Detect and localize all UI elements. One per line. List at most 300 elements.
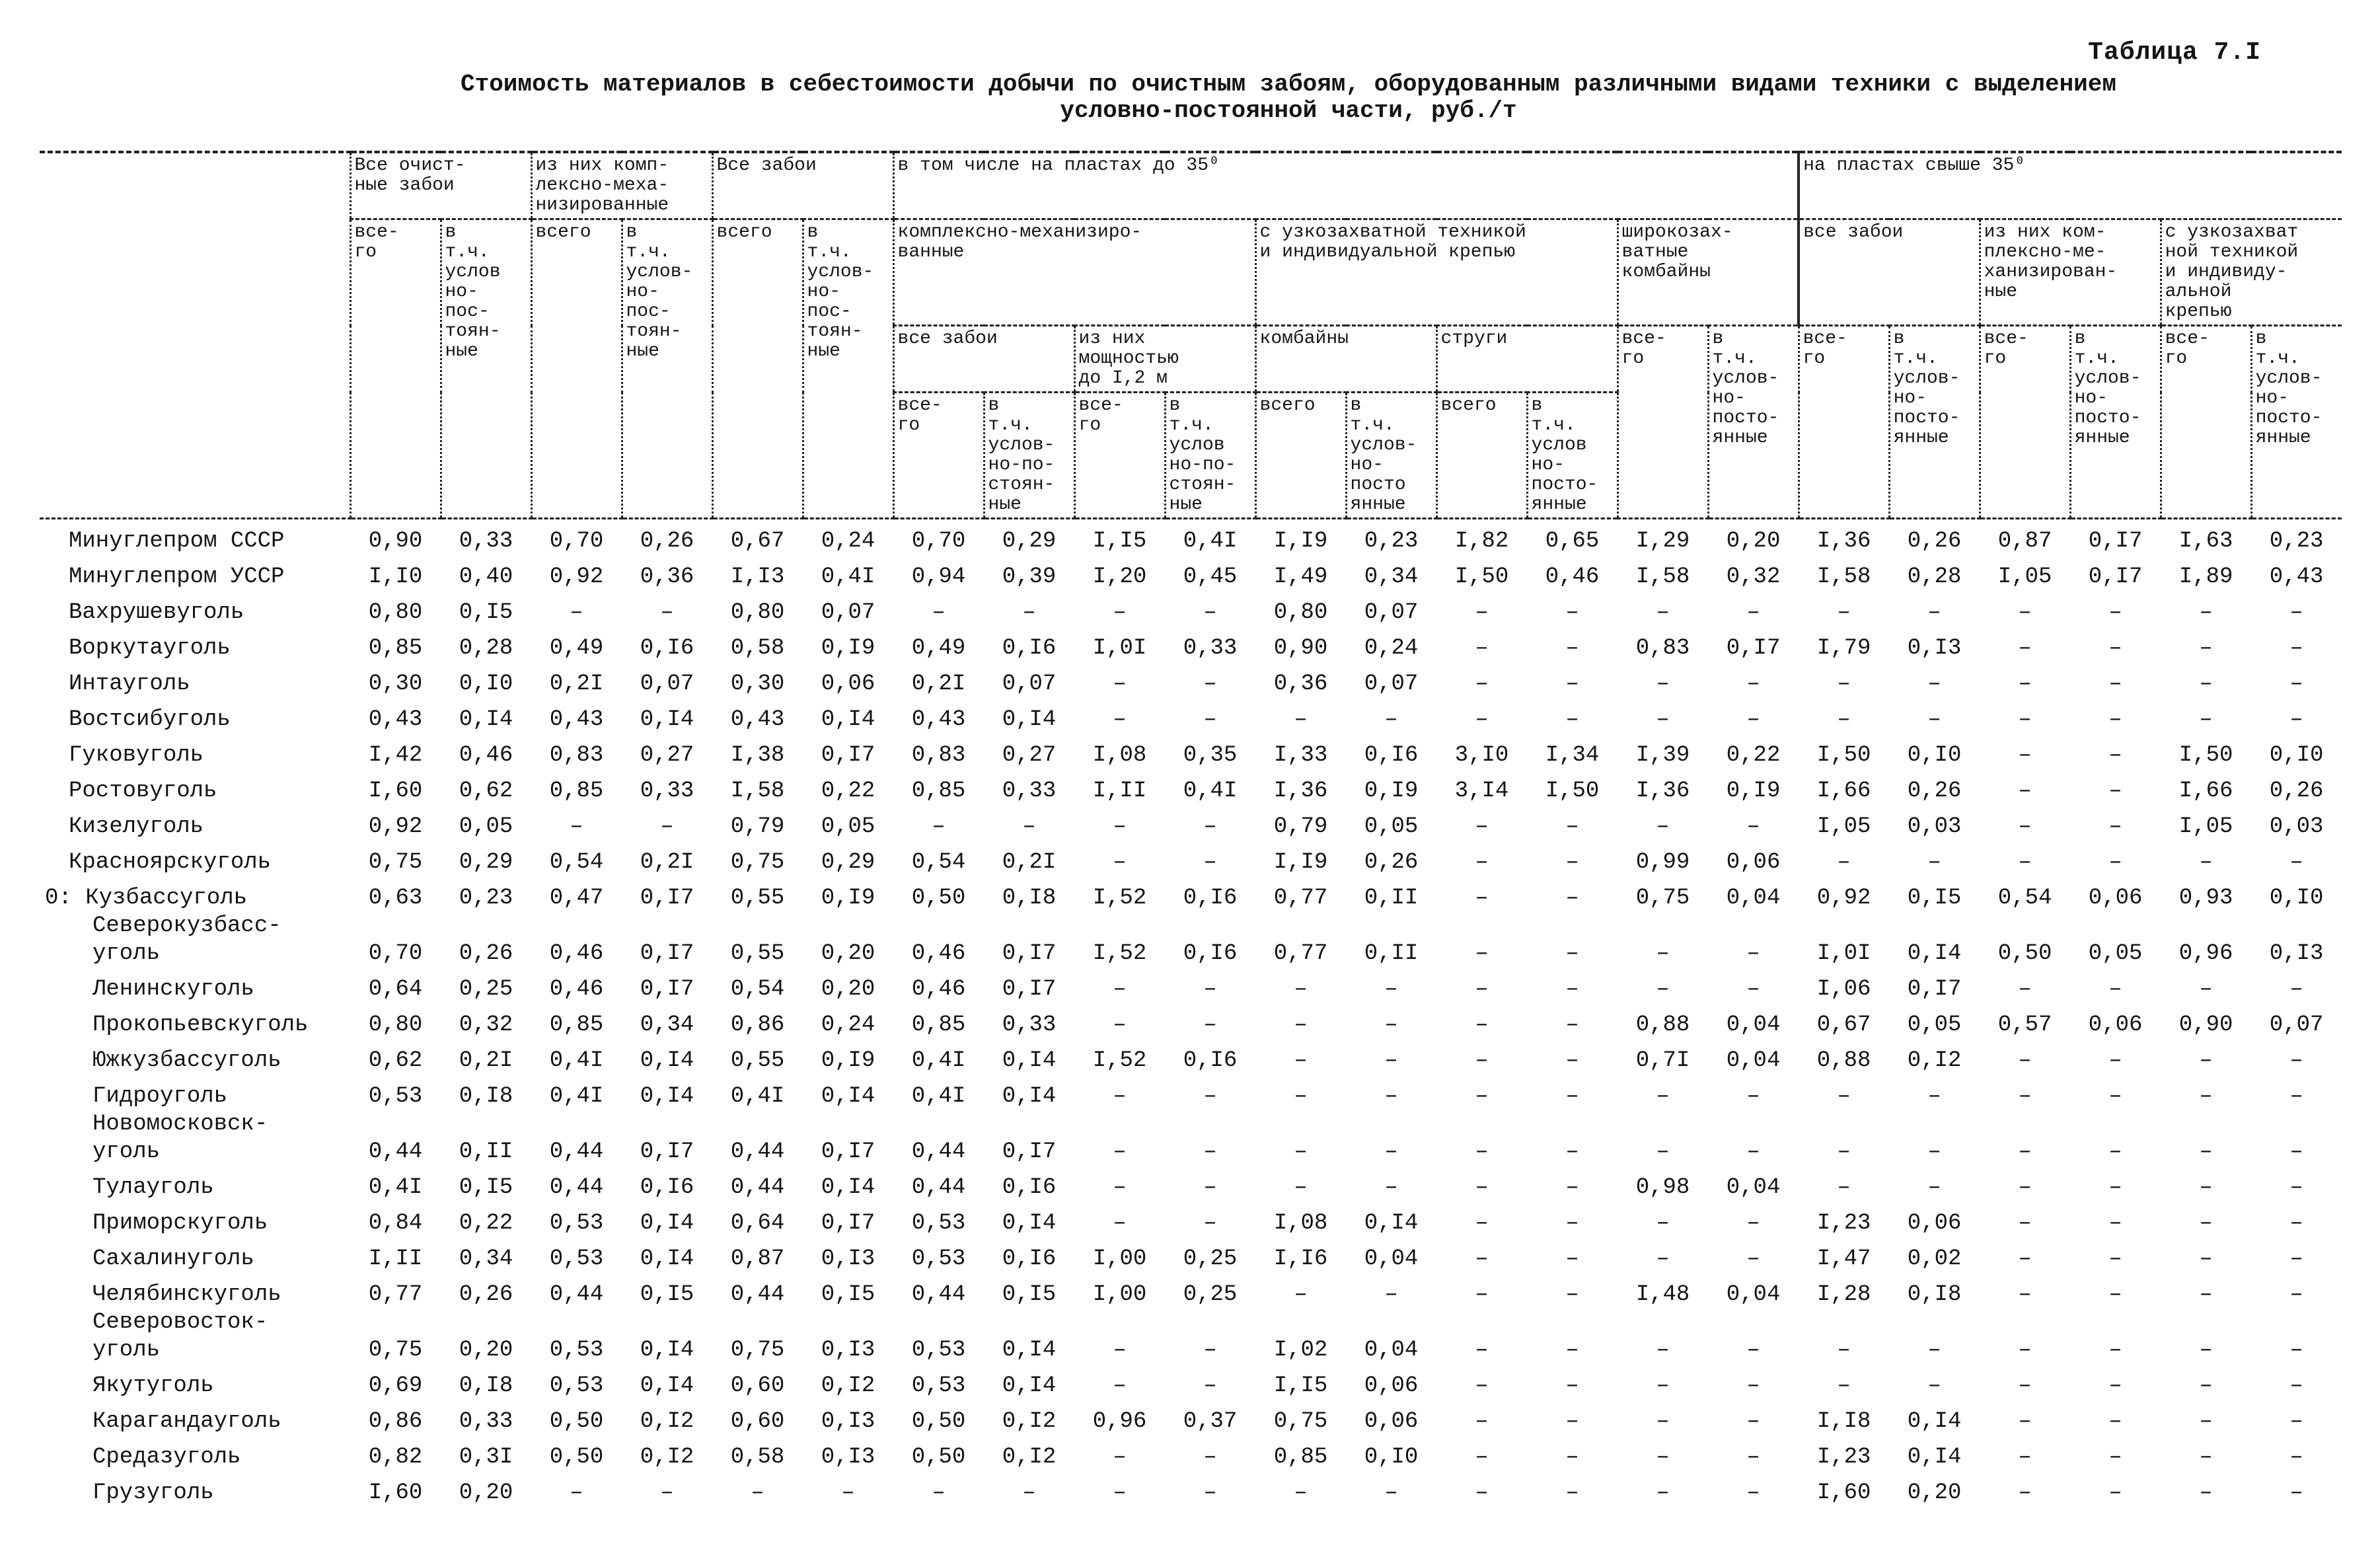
value-cell: – (2199, 636, 2213, 661)
table-row (40, 698, 2342, 734)
value-cell: – (2018, 1246, 2032, 1272)
value-cell: – (1656, 1338, 1670, 1363)
value-cell: – (1656, 1211, 1670, 1236)
value-cell: – (1475, 636, 1489, 661)
value-cell: 0,77 (1273, 886, 1328, 911)
value-cell: 0,04 (1726, 1282, 1781, 1307)
value-cell: 0,I7 (640, 941, 694, 966)
value-cell: – (2289, 1409, 2303, 1434)
header-row (40, 152, 2342, 219)
row-label: Гуковуголь (69, 743, 204, 768)
value-cell: – (2018, 1445, 2032, 1470)
value-cell: 0,23 (1364, 529, 1419, 554)
table-row (40, 1309, 2342, 1364)
value-cell: 0,I6 (1183, 886, 1238, 911)
value-cell: 0,4I (368, 1175, 423, 1200)
value-cell: 0,88 (1816, 1048, 1871, 1073)
value-cell: 0,03 (2269, 814, 2324, 839)
value-cell: 0,92 (549, 564, 604, 590)
value-cell: – (1203, 1139, 1217, 1164)
value-cell: 0,44 (549, 1139, 604, 1164)
value-cell: – (1475, 671, 1489, 697)
value-cell: 0,92 (1816, 886, 1871, 911)
value-cell: 0,04 (1726, 886, 1781, 911)
table-row (40, 769, 2342, 805)
value-cell: – (2289, 850, 2303, 875)
value-cell: I,52 (1092, 941, 1147, 966)
value-cell: – (1837, 1175, 1851, 1200)
value-cell: – (2289, 1282, 2303, 1307)
value-cell: I,06 (1816, 977, 1871, 1002)
row-label: Ростовуголь (69, 779, 217, 804)
value-cell: 0,I7 (821, 1139, 875, 1164)
value-cell: – (2199, 1480, 2213, 1505)
value-cell: – (2108, 1409, 2122, 1434)
column-header: в т.ч. услов но- посто- янные (1527, 393, 1618, 519)
value-cell: 0,69 (368, 1373, 423, 1398)
value-cell: 0,96 (2178, 941, 2233, 966)
value-cell: I,08 (1273, 1211, 1328, 1236)
column-header: в т.ч. услов- но- посто- янные (2070, 326, 2161, 519)
value-cell: 0,55 (730, 886, 785, 911)
value-cell: 0,I4 (1364, 1211, 1419, 1236)
value-cell: 0,93 (2178, 886, 2233, 911)
value-cell: – (2108, 1373, 2122, 1398)
value-cell: – (1656, 814, 1670, 839)
value-cell: 0,35 (1183, 743, 1238, 768)
value-cell: – (660, 814, 674, 839)
value-cell: – (1565, 1445, 1579, 1470)
row-label: Прокопьевскуголь (93, 1012, 309, 1038)
row-label: Северовосток- уголь (93, 1310, 268, 1363)
row-label: Грузуголь (93, 1480, 214, 1505)
value-cell: 0,I4 (1907, 941, 1962, 966)
value-cell: 0,06 (1907, 1211, 1962, 1236)
column-header: все- го (1074, 393, 1165, 519)
column-group-header: с узкозахватной техникой и индивидуальной крепью (1255, 219, 1618, 326)
value-cell: I,38 (730, 743, 785, 768)
value-cell: – (2108, 600, 2122, 625)
value-cell: 0,44 (911, 1139, 966, 1164)
value-cell: 0,I7 (640, 886, 694, 911)
value-cell: – (1746, 1246, 1760, 1272)
value-cell: 0,4I (911, 1048, 966, 1073)
value-cell: – (1475, 1084, 1489, 1109)
value-cell: – (1475, 1211, 1489, 1236)
value-cell: – (2199, 977, 2213, 1002)
value-cell: I,I6 (1273, 1246, 1328, 1272)
value-cell: – (1656, 941, 1670, 966)
value-cell: 0,I3 (821, 1246, 875, 1272)
value-cell: I,58 (1816, 564, 1871, 590)
row-label: Минуглепром СССР (69, 529, 285, 554)
value-cell: 0,2I (459, 1048, 513, 1073)
value-cell: 0,I9 (821, 636, 875, 661)
value-cell: – (2018, 1409, 2032, 1434)
value-cell: 0,26 (459, 941, 513, 966)
value-cell: 0,39 (1002, 564, 1057, 590)
value-cell: 0,06 (821, 671, 875, 697)
value-cell: 0,54 (549, 850, 604, 875)
column-header: все- го (350, 219, 441, 519)
value-cell: I,60 (1816, 1480, 1871, 1505)
column-header: все- го (1799, 326, 1889, 519)
value-cell: 0,02 (1907, 1246, 1962, 1272)
value-cell: – (1113, 850, 1127, 875)
column-header: в т.ч. услов- но- пос- тоян- ные (803, 219, 893, 519)
value-cell: 3,I4 (1454, 779, 1509, 804)
value-cell: 0,I4 (640, 1338, 694, 1363)
value-cell: 0,24 (1364, 636, 1419, 661)
value-cell: – (1565, 1139, 1579, 1164)
value-cell: I,66 (1816, 779, 1871, 804)
value-cell: 0,06 (1364, 1373, 1419, 1398)
value-cell: I,50 (1545, 779, 1600, 804)
value-cell: 0,I7 (2088, 564, 2143, 590)
value-cell: 0,4I (1183, 529, 1238, 554)
header-row (40, 219, 2342, 326)
value-cell: – (1565, 941, 1579, 966)
value-cell: – (1022, 814, 1036, 839)
table-caption-line: Стоимость материалов в себестоимости добычи по очистным забоям, оборудованным различными видами техники с выделением (460, 71, 2116, 98)
value-cell: I,I0 (368, 564, 423, 590)
value-cell: – (1203, 977, 1217, 1002)
table-caption-line: условно-постоянной части, руб./т (1060, 97, 1517, 124)
value-cell: 0,06 (1726, 850, 1781, 875)
value-cell: – (1565, 1012, 1579, 1038)
value-cell: 0,I7 (1002, 941, 1057, 966)
value-cell: – (2108, 779, 2122, 804)
value-cell: 0,3I (459, 1445, 513, 1470)
value-cell: – (1927, 707, 1941, 732)
value-cell: 0,50 (1997, 941, 2052, 966)
value-cell: 0,07 (640, 671, 694, 697)
value-cell: – (2199, 1139, 2213, 1164)
value-cell: 0,33 (1002, 1012, 1057, 1038)
value-cell: 0,I6 (1364, 743, 1419, 768)
value-cell: I,52 (1092, 886, 1147, 911)
value-cell: – (932, 1480, 946, 1505)
value-cell: – (1113, 1373, 1127, 1398)
value-cell: I,52 (1092, 1048, 1147, 1073)
value-cell: 0,4I (1183, 779, 1238, 804)
table-row (40, 555, 2342, 591)
value-cell: I,36 (1635, 779, 1690, 804)
value-cell: – (2018, 1480, 2032, 1505)
value-cell: 0,44 (549, 1282, 604, 1307)
value-cell: I,50 (2178, 743, 2233, 768)
value-cell: – (1475, 1048, 1489, 1073)
value-cell: – (2108, 671, 2122, 697)
value-cell: – (660, 1480, 674, 1505)
value-cell: – (2199, 671, 2213, 697)
value-cell: – (1475, 707, 1489, 732)
value-cell: – (2108, 1139, 2122, 1164)
value-cell: – (1203, 707, 1217, 732)
value-cell: – (1203, 1084, 1217, 1109)
value-cell: – (1565, 707, 1579, 732)
row-label: Южкузбассуголь (93, 1048, 281, 1073)
value-cell: I,00 (1092, 1282, 1147, 1307)
value-cell: 0,86 (730, 1012, 785, 1038)
value-cell: 0,85 (911, 779, 966, 804)
value-cell: 0,99 (1635, 850, 1690, 875)
value-cell: I,50 (1816, 743, 1871, 768)
value-cell: – (1656, 671, 1670, 697)
value-cell: 0,82 (368, 1445, 423, 1470)
value-cell: 0,75 (730, 850, 785, 875)
value-cell: 0,44 (730, 1282, 785, 1307)
value-cell: 0,I7 (2088, 529, 2143, 554)
value-cell: 0,53 (911, 1246, 966, 1272)
value-cell: – (1837, 671, 1851, 697)
value-cell: 0,I9 (821, 886, 875, 911)
column-group-header: в том числе на пластах до 35⁰ (893, 152, 1799, 219)
table-row (40, 627, 2342, 662)
column-header: все- го (893, 393, 984, 519)
value-cell: 0,43 (368, 707, 423, 732)
value-cell: 0,44 (730, 1175, 785, 1200)
value-cell: – (1203, 850, 1217, 875)
value-cell: 0,I5 (459, 1175, 513, 1200)
value-cell: 0,I8 (1907, 1282, 1962, 1307)
material-cost-table (40, 151, 2342, 1507)
value-cell: – (1475, 886, 1489, 911)
value-cell: 0,28 (1907, 564, 1962, 590)
value-cell: 0,53 (549, 1246, 604, 1272)
value-cell: 0,83 (1635, 636, 1690, 661)
column-header: все- го (1980, 326, 2070, 519)
column-group-header: Все забои (712, 152, 893, 219)
value-cell: 0,I8 (459, 1084, 513, 1109)
value-cell: – (1475, 1139, 1489, 1164)
value-cell: 0,85 (911, 1012, 966, 1038)
row-label: Интауголь (69, 671, 190, 697)
value-cell: 0,85 (1273, 1445, 1328, 1470)
value-cell: – (2289, 1338, 2303, 1363)
value-cell: – (2289, 1480, 2303, 1505)
value-cell: 0,90 (368, 529, 423, 554)
value-cell: – (2108, 977, 2122, 1002)
value-cell: – (1113, 671, 1127, 697)
value-cell: – (2199, 1445, 2213, 1470)
value-cell: – (1565, 1175, 1579, 1200)
row-label: Средазуголь (93, 1445, 241, 1470)
value-cell: – (932, 600, 946, 625)
row-label: Гидроуголь (93, 1084, 228, 1109)
value-cell: – (1475, 1373, 1489, 1398)
value-cell: I,33 (1273, 743, 1328, 768)
value-cell: – (2108, 743, 2122, 768)
value-cell: – (2018, 743, 2032, 768)
table-row (40, 591, 2342, 627)
value-cell: 0,I4 (1002, 1338, 1057, 1363)
value-cell: – (1746, 941, 1760, 966)
value-cell: – (2108, 636, 2122, 661)
value-cell: 0,2I (640, 850, 694, 875)
value-cell: – (2018, 1084, 2032, 1109)
value-cell: 0,I7 (1726, 636, 1781, 661)
value-cell: 0,46 (911, 977, 966, 1002)
table-row (40, 519, 2342, 556)
value-cell: 0,I4 (459, 707, 513, 732)
value-cell: 0,90 (2178, 1012, 2233, 1038)
value-cell: 0,07 (1364, 600, 1419, 625)
value-cell: 0,37 (1183, 1409, 1238, 1434)
value-cell: – (1746, 1139, 1760, 1164)
value-cell: – (1203, 1211, 1217, 1236)
value-cell: – (1203, 1480, 1217, 1505)
value-cell: – (1565, 977, 1579, 1002)
value-cell: 0,62 (459, 779, 513, 804)
value-cell: 0,53 (549, 1338, 604, 1363)
value-cell: – (2199, 1246, 2213, 1272)
value-cell: – (1656, 977, 1670, 1002)
value-cell: 0,2I (1002, 850, 1057, 875)
value-cell: – (2199, 850, 2213, 875)
value-cell: 0,32 (459, 1012, 513, 1038)
value-cell: 0,58 (730, 636, 785, 661)
value-cell: 0,85 (549, 779, 604, 804)
value-cell: 0,I6 (1183, 1048, 1238, 1073)
value-cell: 0,I7 (1002, 1139, 1057, 1164)
column-group-header: широкозах- ватные комбайны (1618, 219, 1799, 326)
value-cell: 0,I0 (459, 671, 513, 697)
value-cell: – (1475, 977, 1489, 1002)
value-cell: – (570, 814, 583, 839)
value-cell: – (1475, 600, 1489, 625)
value-cell: I,50 (1454, 564, 1509, 590)
value-cell: 0,75 (368, 1338, 423, 1363)
value-cell: 0,20 (459, 1338, 513, 1363)
value-cell: – (1656, 1139, 1670, 1164)
value-cell: – (1475, 1409, 1489, 1434)
value-cell: 0,87 (730, 1246, 785, 1272)
value-cell: – (2108, 1211, 2122, 1236)
value-cell: – (1384, 1175, 1398, 1200)
value-cell: 0,05 (459, 814, 513, 839)
value-cell: – (1113, 1012, 1127, 1038)
value-cell: 0,I0 (2269, 886, 2324, 911)
value-cell: 0,05 (2088, 941, 2143, 966)
table-row (40, 1364, 2342, 1400)
value-cell: – (1203, 600, 1217, 625)
table-row (40, 1400, 2342, 1435)
value-cell: 0,49 (549, 636, 604, 661)
value-cell: – (1113, 600, 1127, 625)
value-cell: 0,I2 (821, 1373, 875, 1398)
value-cell: 0,I4 (640, 1084, 694, 1109)
value-cell: 0,05 (1907, 1012, 1962, 1038)
value-cell: 0,I5 (821, 1282, 875, 1307)
value-cell: – (1837, 707, 1851, 732)
value-cell: – (1113, 1211, 1127, 1236)
value-cell: 0,I2 (640, 1409, 694, 1434)
value-cell: – (2199, 1409, 2213, 1434)
value-cell: 0,I7 (640, 977, 694, 1002)
value-cell: 0,67 (1816, 1012, 1871, 1038)
value-cell: I,0I (1092, 636, 1147, 661)
value-cell: – (2018, 707, 2032, 732)
value-cell: 0,22 (459, 1211, 513, 1236)
value-cell: 0,50 (549, 1409, 604, 1434)
value-cell: 0,06 (1364, 1409, 1419, 1434)
value-cell: – (1927, 1139, 1941, 1164)
value-cell: 0,I2 (1002, 1409, 1057, 1434)
value-cell: – (1565, 1480, 1579, 1505)
value-cell: – (1475, 1480, 1489, 1505)
value-cell: 0,20 (1907, 1480, 1962, 1505)
row-label: Вахрушевуголь (69, 600, 244, 625)
value-cell: 0,04 (1726, 1048, 1781, 1073)
value-cell: – (2289, 671, 2303, 697)
column-group-header: на пластах свыше 35⁰ (1799, 152, 2342, 219)
column-group-header: Все очист- ные забои (350, 152, 531, 219)
value-cell: 0,83 (911, 743, 966, 768)
value-cell: 0,I3 (821, 1409, 875, 1434)
value-cell: – (1203, 1012, 1217, 1038)
value-cell: – (1565, 636, 1579, 661)
value-cell: 0,33 (1183, 636, 1238, 661)
value-cell: 0,4I (730, 1084, 785, 1109)
column-header: в т.ч. услов- но- посто янные (1346, 393, 1436, 519)
value-cell: – (1746, 1338, 1760, 1363)
value-cell: – (1565, 1338, 1579, 1363)
value-cell: – (1746, 1480, 1760, 1505)
value-cell: – (1565, 850, 1579, 875)
value-cell: 0,46 (911, 941, 966, 966)
row-label: Ленинскуголь (93, 977, 254, 1002)
value-cell: 0,28 (459, 636, 513, 661)
value-cell: – (1565, 1373, 1579, 1398)
value-cell: – (1113, 1084, 1127, 1109)
value-cell: 0,I7 (821, 743, 875, 768)
value-cell: – (570, 1480, 583, 1505)
value-cell: – (1565, 600, 1579, 625)
value-cell: 0,46 (549, 941, 604, 966)
row-label-header (40, 152, 350, 519)
table-caption (330, 71, 2247, 124)
value-cell: 0,50 (911, 1409, 966, 1434)
value-cell: – (2199, 1282, 2213, 1307)
table-number: Таблица 7.I (2088, 38, 2261, 67)
value-cell: I,63 (2178, 529, 2233, 554)
value-cell: – (1203, 671, 1217, 697)
value-cell: – (1384, 1084, 1398, 1109)
value-cell: 0,I9 (1364, 779, 1419, 804)
value-cell: – (1565, 1282, 1579, 1307)
value-cell: 0,70 (911, 529, 966, 554)
value-cell: – (2018, 636, 2032, 661)
table-row (40, 1273, 2342, 1309)
value-cell: 0,03 (1907, 814, 1962, 839)
value-cell: 0,I0 (1907, 743, 1962, 768)
value-cell: 0,88 (1635, 1012, 1690, 1038)
value-cell: – (2018, 671, 2032, 697)
value-cell: I,II (368, 1246, 423, 1272)
column-header: всего (1255, 393, 1346, 519)
value-cell: 0,06 (2088, 886, 2143, 911)
value-cell: 0,I6 (1002, 1175, 1057, 1200)
value-cell: 0,24 (821, 529, 875, 554)
value-cell: – (1475, 1246, 1489, 1272)
value-cell: 0,I6 (640, 636, 694, 661)
value-cell: 0,29 (459, 850, 513, 875)
value-cell: I,05 (2178, 814, 2233, 839)
value-cell: – (2199, 600, 2213, 625)
value-cell: – (2289, 1211, 2303, 1236)
value-cell: 3,I0 (1454, 743, 1509, 768)
